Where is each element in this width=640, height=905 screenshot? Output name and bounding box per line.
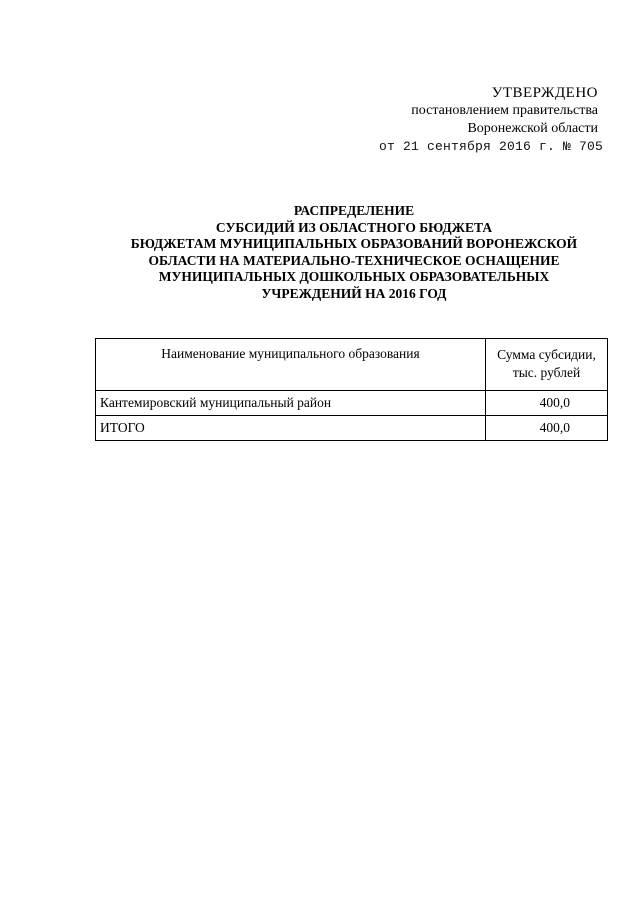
approval-stamp: УТВЕРЖДЕНО [491,85,598,101]
title-line-6: УЧРЕЖДЕНИЙ НА 2016 ГОД [261,285,447,301]
title-line-4: ОБЛАСТИ НА МАТЕРИАЛЬНО-ТЕХНИЧЕСКОЕ ОСНАЩЕНИЕ [148,252,560,268]
table-row [96,391,608,416]
table-row-total [96,416,608,441]
total-value: 400,0 [486,416,608,441]
total-label: ИТОГО [96,416,486,441]
header-name: Наименование муниципального образования [96,339,486,391]
header-sum [486,339,608,391]
header-sum-line-2: тыс. рублей [512,365,581,380]
row-value: 400,0 [486,391,608,416]
approval-line-2: Воронежской области [467,121,598,136]
approval-block [411,84,598,138]
title-line-3: БЮДЖЕТАМ МУНИЦИПАЛЬНЫХ ОБРАЗОВАНИЙ ВОРОНЕЖСКОЙ [130,236,578,251]
distribution-table [95,338,608,441]
header-sum-line-1: Сумма субсидии, [497,347,596,362]
title-line-2: СУБСИДИЙ ИЗ ОБЛАСТНОГО БЮДЖЕТА [215,219,493,235]
approval-line-1: постановлением правительства [411,103,598,118]
title-line-1: РАСПРЕДЕЛЕНИЕ [293,203,415,218]
approval-date: от 21 сентября 2016 г. № 705 [379,139,604,154]
table-header-row [96,339,608,391]
title-line-5: МУНИЦИПАЛЬНЫХ ДОШКОЛЬНЫХ ОБРАЗОВАТЕЛЬНЫХ [158,269,550,284]
row-name: Кантемировский муниципальный район [96,391,486,416]
document-title [95,203,613,302]
